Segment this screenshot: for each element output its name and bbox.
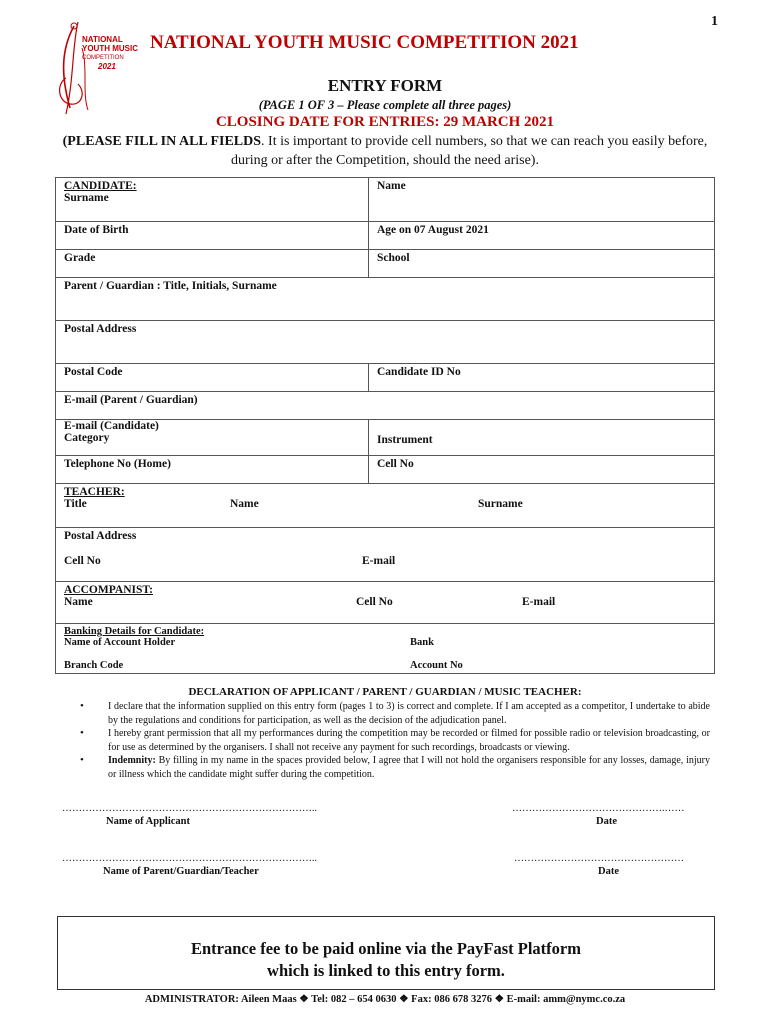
declaration-item: • Indemnity: By filling in my name in the spaces provided below, I agree that I will not hold the organisers responsible for any losses, damage, injury or illness which the candidate might suffer during the competition. xyxy=(80,754,710,781)
grade-field[interactable]: Grade xyxy=(56,250,369,278)
email-parent-field[interactable]: E-mail (Parent / Guardian) xyxy=(56,392,715,420)
name-field[interactable]: Name xyxy=(369,178,715,222)
entrance-fee-box xyxy=(57,916,715,990)
category-field[interactable]: E-mail (Candidate) Category xyxy=(56,420,369,456)
declaration-item: • I hereby grant permission that all my performances during the competition may be recorded or filmed for possible radio or television broadcasting, or for use as determined by the organisers. I shall not receive any payment for such recordings, broadcasts or viewing. xyxy=(80,727,710,754)
instrument-field[interactable]: Instrument xyxy=(369,420,715,456)
accompanist-section[interactable]: ACCOMPANIST: Name Cell No E-mail xyxy=(56,582,715,624)
applicant-name-label: Name of Applicant xyxy=(106,816,190,827)
competition-title: NATIONAL YOUTH MUSIC COMPETITION 2021 xyxy=(150,32,579,53)
date-line[interactable]: …………………………………………… xyxy=(514,853,684,864)
svg-text:YOUTH MUSIC: YOUTH MUSIC xyxy=(82,44,138,53)
fee-line: Entrance fee to be paid online via the PayFast Platform xyxy=(191,939,581,958)
date-label: Date xyxy=(596,816,617,827)
postal-address-field[interactable]: Postal Address xyxy=(56,321,715,364)
svg-text:2021: 2021 xyxy=(98,62,116,71)
declaration-item: • I declare that the information supplied on this entry form (pages 1 to 3) is correct and complete. If I am accepted as a competitor, I undertake to abide by the regulations and conditions for participation, as well as the decision of the adjudication panel. xyxy=(80,700,710,727)
entry-form-heading: ENTRY FORM xyxy=(327,76,443,95)
date-label: Date xyxy=(598,866,619,877)
teacher-section[interactable]: TEACHER: Title Name Surname xyxy=(56,484,715,528)
dob-field[interactable]: Date of Birth xyxy=(56,222,369,250)
svg-text:COMPETITION: COMPETITION xyxy=(82,55,124,61)
declaration-list xyxy=(80,700,710,781)
entry-form-table xyxy=(55,177,715,674)
svg-text:NATIONAL: NATIONAL xyxy=(82,35,123,44)
applicant-signature-line[interactable]: ………………………………………………………………….. xyxy=(62,803,317,814)
telephone-home-field[interactable]: Telephone No (Home) xyxy=(56,456,369,484)
page-number: 1 xyxy=(711,14,718,29)
postal-code-field[interactable]: Postal Code xyxy=(56,364,369,392)
parent-field[interactable]: Parent / Guardian : Title, Initials, Surname xyxy=(56,278,715,321)
parent-signature-line[interactable]: ………………………………………………………………….. xyxy=(62,853,317,864)
school-field[interactable]: School xyxy=(369,250,715,278)
surname-field[interactable]: CANDIDATE: Surname xyxy=(56,178,369,222)
teacher-contact-section[interactable]: Postal Address Cell No E-mail xyxy=(56,528,715,582)
declaration-heading: DECLARATION OF APPLICANT / PARENT / GUARDIAN / MUSIC TEACHER: xyxy=(188,686,582,698)
age-field[interactable]: Age on 07 August 2021 xyxy=(369,222,715,250)
closing-date: CLOSING DATE FOR ENTRIES: 29 MARCH 2021 xyxy=(215,114,555,130)
date-line[interactable]: ……………………………………….…… xyxy=(512,803,685,814)
instructions-note: (PLEASE FILL IN ALL FIELDS. It is important to provide cell numbers, so that we can reach you easily before, during or after the Competition, should the need arise). xyxy=(62,134,708,168)
fee-line: which is linked to this entry form. xyxy=(267,961,505,980)
administrator-contact: ADMINISTRATOR: Aileen Maas ❖ Tel: 082 – 654 0630 ❖ Fax: 086 678 3276 ❖ E-mail: amm@nymc.co.za xyxy=(144,994,626,1005)
parent-name-label: Name of Parent/Guardian/Teacher xyxy=(103,866,259,877)
cell-no-field[interactable]: Cell No xyxy=(369,456,715,484)
page-info: (PAGE 1 OF 3 – Please complete all three pages) xyxy=(258,98,512,112)
candidate-id-field[interactable]: Candidate ID No xyxy=(369,364,715,392)
banking-section[interactable]: Banking Details for Candidate: Name of Account Holder Bank Branch Code Account No xyxy=(56,624,715,674)
